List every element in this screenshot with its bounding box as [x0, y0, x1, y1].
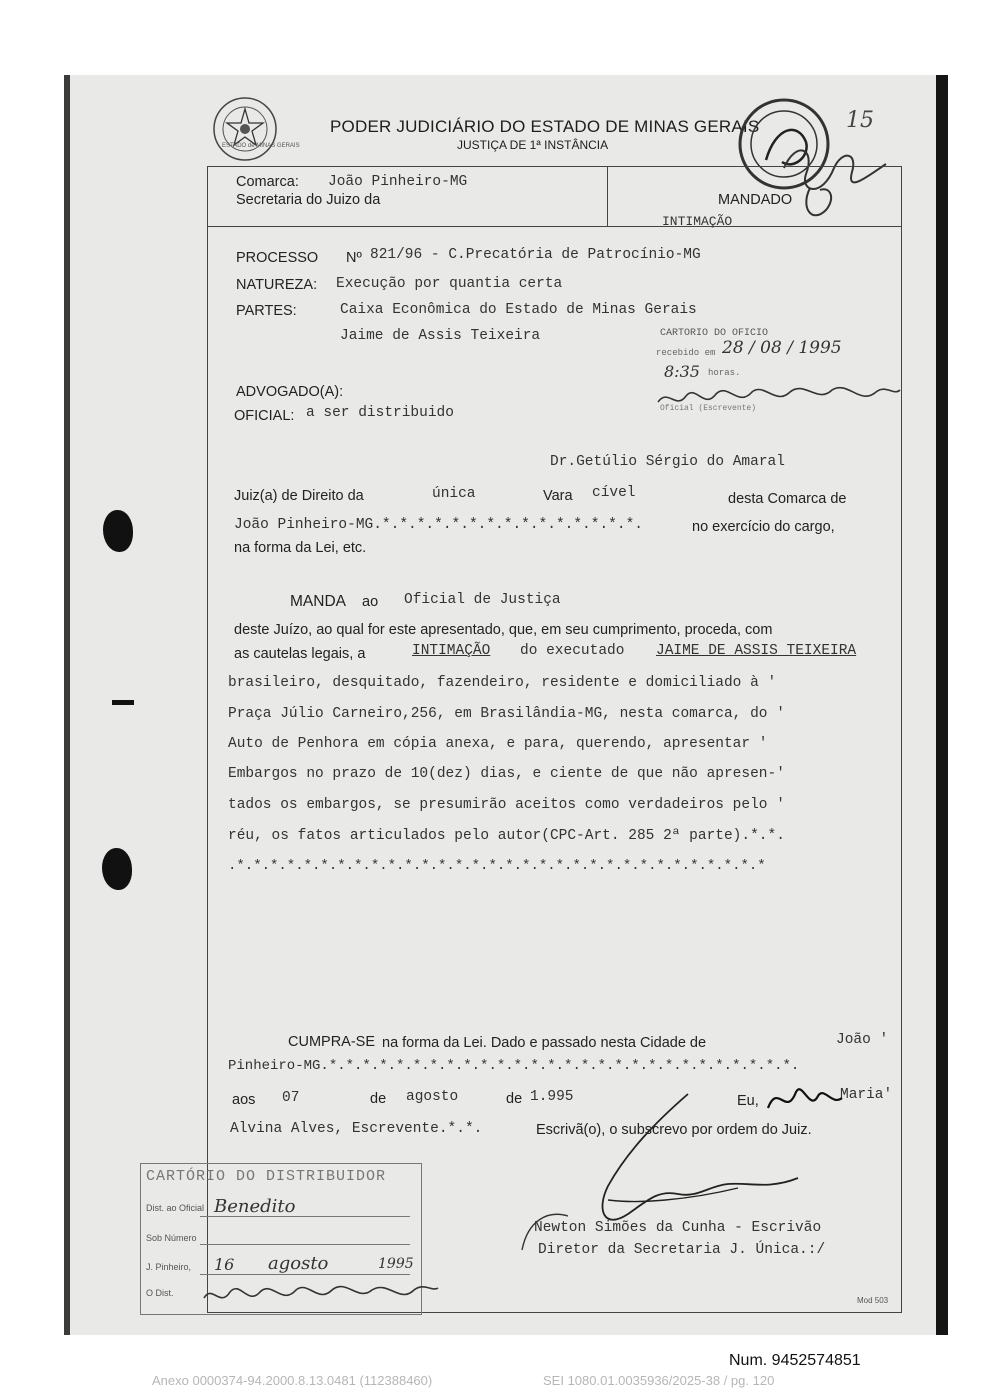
court-title: PODER JUDICIÁRIO DO ESTADO DE MINAS GERAIS [330, 117, 760, 136]
natureza-label: NATUREZA: [236, 277, 318, 293]
punch-hole-bottom [102, 848, 132, 890]
exercicio-text: no exercício do cargo, [692, 519, 835, 535]
binding-mark [112, 700, 134, 705]
receipt-stamp-date: 28 / 08 / 1995 [722, 338, 842, 358]
receipt-stamp-hours: horas. [708, 368, 741, 378]
sei-reference: SEI 1080.01.0035936/2025-38 / pg. 120 [543, 1373, 775, 1388]
comarca-text: desta Comarca de [728, 491, 847, 507]
parte-1: Caixa Econômica do Estado de Minas Gerais [340, 302, 697, 318]
closing-day: 07 [282, 1090, 300, 1106]
distributor-row3-month: agosto [268, 1253, 329, 1274]
order-body-line: .*.*.*.*.*.*.*.*.*.*.*.*.*.*.*.*.*.*.*.*.*.*.*.*.*.*.*.*.*.*.*.* [228, 858, 766, 874]
distributor-row1-value: Benedito [214, 1196, 296, 1217]
processo-value: 821/96 - C.Precatória de Patrocínio-MG [370, 247, 701, 263]
judge-name: Dr.Getúlio Sérgio do Amaral [550, 454, 785, 470]
advogado-label: ADVOGADO(A): [236, 384, 344, 400]
secretaria-label: Secretaria do Juizo da [236, 192, 381, 208]
scan-left-edge [64, 75, 70, 1335]
closing-city-a: João ' [836, 1032, 889, 1048]
distributor-row2-label: Sob Número [146, 1233, 197, 1243]
juiz-label: Juiz(a) de Direito da [234, 488, 364, 504]
vara-label: Vara [543, 488, 573, 504]
closing-de-1: de [370, 1091, 387, 1107]
seal-label: ESTADO de MINAS GERAIS [222, 143, 300, 149]
judge-city-line: João Pinheiro-MG.*.*.*.*.*.*.*.*.*.*.*.*.*.*.*. [234, 517, 643, 533]
processo-label: PROCESSO [236, 250, 319, 266]
cumpra-label: CUMPRA-SE [288, 1034, 376, 1050]
distributor-stamp-title: CARTÓRIO DO DISTRIBUIDOR [146, 1168, 387, 1185]
receipt-stamp-time: 8:35 [664, 362, 700, 381]
form-header-divider [207, 226, 901, 227]
vara-value: única [432, 486, 476, 502]
manda-label: MANDA [290, 593, 346, 610]
distributor-row4-label: O Dist. [146, 1288, 174, 1298]
oficial-value: a ser distribuido [306, 405, 454, 421]
distributor-row3-line [200, 1274, 410, 1275]
oficial-justica: Oficial de Justiça [404, 592, 561, 608]
parte-2: Jaime de Assis Teixeira [340, 328, 541, 344]
closing-city-b: Pinheiro-MG.*.*.*.*.*.*.*.*.*.*.*.*.*.*.*.*.*.*.*.*.*.*.*.*.*.*.*.*. [228, 1058, 800, 1074]
distributor-row3-label: J. Pinheiro, [146, 1262, 192, 1272]
oficial-label: OFICIAL: [234, 408, 295, 424]
receipt-stamp-title: CARTORIO DO OFICIO [660, 328, 769, 339]
clerk-name-b: Alvina Alves, Escrevente.*.*. [230, 1121, 483, 1137]
eu-label: Eu, [737, 1093, 759, 1109]
order-body-line: tados os embargos, se presumirão aceitos como verdadeiros pelo ' [228, 797, 785, 813]
punch-hole-top [103, 510, 133, 552]
do-executado: do executado [520, 643, 625, 659]
document-number: Num. 9452574851 [729, 1352, 861, 1369]
mandado-label: MANDADO [718, 192, 793, 208]
form-code: Mod 503 [857, 1296, 889, 1305]
cumpra-text: na forma da Lei. Dado e passado nesta Cidade de [382, 1035, 707, 1051]
page-mark: 15 [846, 108, 874, 133]
receipt-stamp-label: recebido em [656, 348, 716, 358]
signer-title: Diretor da Secretaria J. Única.:/ [538, 1242, 826, 1258]
aos-label: aos [232, 1092, 256, 1108]
order-body-line: réu, os fatos articulados pelo autor(CPC-Art. 285 2ª parte).*.*. [228, 828, 785, 844]
court-subtitle: JUSTIÇA DE 1ª INSTÂNCIA [457, 138, 609, 152]
form-header-separator [607, 166, 608, 226]
scan-right-edge [936, 75, 948, 1335]
order-body-line: brasileiro, desquitado, fazendeiro, residente e domiciliado à ' [228, 675, 777, 691]
order-line-2-prefix: as cautelas legais, a [234, 646, 366, 662]
natureza-value: Execução por quantia certa [336, 276, 563, 292]
ao-label: ao [362, 594, 379, 610]
forma-text: na forma da Lei, etc. [234, 540, 367, 556]
distributor-signature-icon [200, 1278, 440, 1312]
clerk-name-a: Maria' [840, 1087, 893, 1103]
distributor-row3-year: 1995 [378, 1256, 414, 1272]
vara-type: cível [592, 485, 636, 501]
order-body-line: Embargos no prazo de 10(dez) dias, e ciente de que não apresen-' [228, 766, 785, 782]
closing-year: 1.995 [530, 1089, 574, 1105]
receipt-stamp-footer: Oficial (Escrevente) [660, 404, 757, 413]
order-body-line: Praça Júlio Carneiro,256, em Brasilândia-MG, nesta comarca, do ' [228, 706, 785, 722]
closing-month: agosto [406, 1089, 459, 1105]
order-body-line: Auto de Penhora em cópia anexa, e para, querendo, apresentar ' [228, 736, 768, 752]
order-line-1: deste Juízo, ao qual for este apresentado, que, em seu cumprimento, proceda, com [234, 622, 773, 638]
executado-name: JAIME DE ASSIS TEIXEIRA [656, 643, 857, 659]
escriva-text: Escrivã(o), o subscrevo por ordem do Juiz. [536, 1122, 812, 1138]
distributor-row2-line [200, 1244, 410, 1245]
processo-no-label: Nº [346, 250, 362, 266]
comarca-value: João Pinheiro-MG [328, 174, 468, 190]
closing-de-2: de [506, 1091, 523, 1107]
distributor-row3-day: 16 [214, 1255, 235, 1274]
annex-reference: Anexo 0000374-94.2000.8.13.0481 (112388460) [152, 1373, 433, 1388]
comarca-label: Comarca: [236, 174, 299, 190]
mandado-type: INTIMAÇÃO [662, 214, 733, 229]
signer-name: Newton Simões da Cunha - Escrivão [534, 1220, 822, 1236]
partes-label: PARTES: [236, 303, 297, 319]
intimacao-word: INTIMAÇÃO [412, 643, 491, 659]
state-coat-of-arms-icon [212, 96, 278, 162]
distributor-row1-label: Dist. ao Oficial [146, 1203, 205, 1213]
